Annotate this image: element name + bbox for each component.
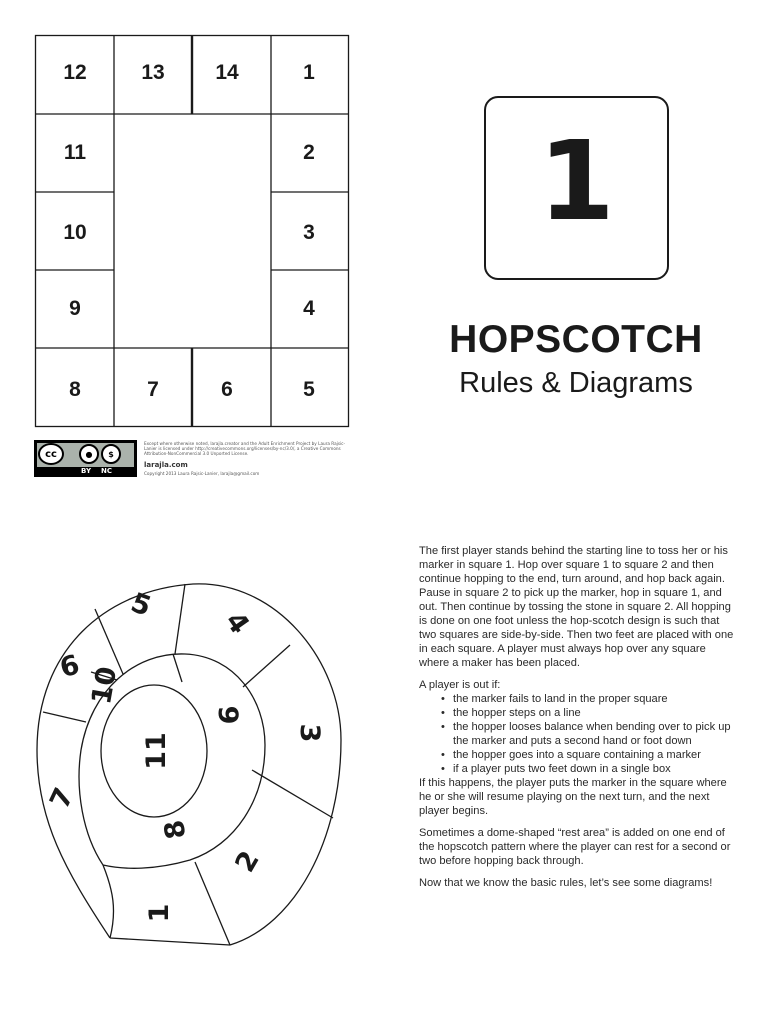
spiral-label-2: 2 [229, 845, 266, 878]
spiral-outer-edge [37, 584, 341, 945]
rules-intro: The first player stands behind the starting line to toss her or his marker in square 1. Hop over square 1 to square 2 and then continue hopping to the end, turn around, and hop back again. Pause in square 2 to pick up the marker, hop in square 1, and out. Then continue by tossing the stone in square 2. All hopping is done on one foot unless the hop-scotch design is such that two squares are side-by-side. Then two feet are placed with one in each square. A player must always hop over any square where a maker has been placed. [419, 545, 734, 669]
cc-nc-label: NC [101, 467, 113, 475]
grid-cell-8: 8 [69, 378, 81, 401]
cc-by-label: BY [81, 467, 92, 475]
list-item: • if a player puts two feet down in a single box [419, 762, 735, 776]
closing-text: Now that we know the basic rules, let’s see some diagrams! [419, 877, 713, 889]
license-block [34, 440, 354, 480]
grid-cell-9: 9 [69, 297, 81, 320]
attribution-icon: ● [79, 444, 99, 464]
noncommercial-icon: $ [101, 444, 121, 464]
spiral-label-5: 5 [126, 587, 156, 623]
list-item: • the hopper looses balance when bending over to pick up the marker and puts a second hand or foot down [419, 720, 735, 748]
spiral-label-9: 9 [212, 705, 243, 725]
spiral-label-10: 10 [86, 664, 124, 707]
page-title: HOPSCOTCH [449, 318, 703, 361]
list-item: • the hopper goes into a square containing a marker [419, 748, 735, 762]
grid-cell-4: 4 [303, 297, 315, 320]
pattern-number: 1 [538, 117, 615, 245]
list-item: • the hopper steps on a line [419, 706, 735, 720]
pattern-number-card [484, 96, 669, 280]
spiral-label-4: 4 [218, 606, 256, 640]
grid-cell-7: 7 [147, 378, 159, 401]
grid-cell-5: 5 [303, 378, 315, 401]
spiral-label-11: 11 [141, 732, 172, 770]
out-rules-heading: A player is out if: [419, 679, 501, 691]
spiral-label-8: 8 [158, 817, 193, 842]
spiral-label-7: 7 [44, 783, 81, 814]
copyright-text: Copyright 2013 Laura Rajsic-Lanier, larajla@gmail.com [144, 471, 260, 476]
square-hopscotch-diagram [30, 30, 355, 432]
list-item: • the marker fails to land in the proper square [419, 692, 735, 706]
spiral-hopscotch-diagram [25, 570, 345, 960]
cc-logo-icon: cc [38, 443, 64, 465]
grid-cell-12: 12 [63, 61, 87, 84]
license-text: Except where otherwise noted, larajla.creator and the Adult Enrichment Project by Laura Rajsic-Lanier is licensed under http://creativecommons.org/licenses/by-nc/3.0/, a Creative Commons Attribution-NonCommercial 3.0 Unported License. [144, 441, 345, 457]
rules-text [419, 544, 735, 898]
grid-cell-2: 2 [303, 141, 315, 164]
grid-cell-1: 1 [303, 61, 315, 84]
page-subtitle: Rules & Diagrams [459, 367, 693, 399]
grid-cell-11: 11 [63, 141, 87, 164]
out-rules-list [419, 692, 735, 776]
creative-commons-badge [34, 440, 137, 477]
grid-cell-14: 14 [215, 61, 239, 84]
license-site-link[interactable]: larajla.com [144, 461, 188, 469]
spiral-label-3: 3 [294, 723, 325, 743]
spiral-label-6: 6 [56, 649, 83, 685]
grid-cell-3: 3 [303, 221, 315, 244]
spiral-label-1: 1 [144, 903, 175, 923]
rest-area-text: Sometimes a dome-shaped “rest area” is added on one end of the hopscotch pattern where the player can rest for a second or two before hopping back through. [419, 827, 731, 867]
grid-cell-10: 10 [63, 221, 87, 244]
after-out-text: If this happens, the player puts the marker in the square where he or she will resume playing on the next turn, and the next player begins. [419, 777, 727, 817]
grid-cell-6: 6 [221, 378, 233, 401]
grid-cell-13: 13 [141, 61, 165, 84]
